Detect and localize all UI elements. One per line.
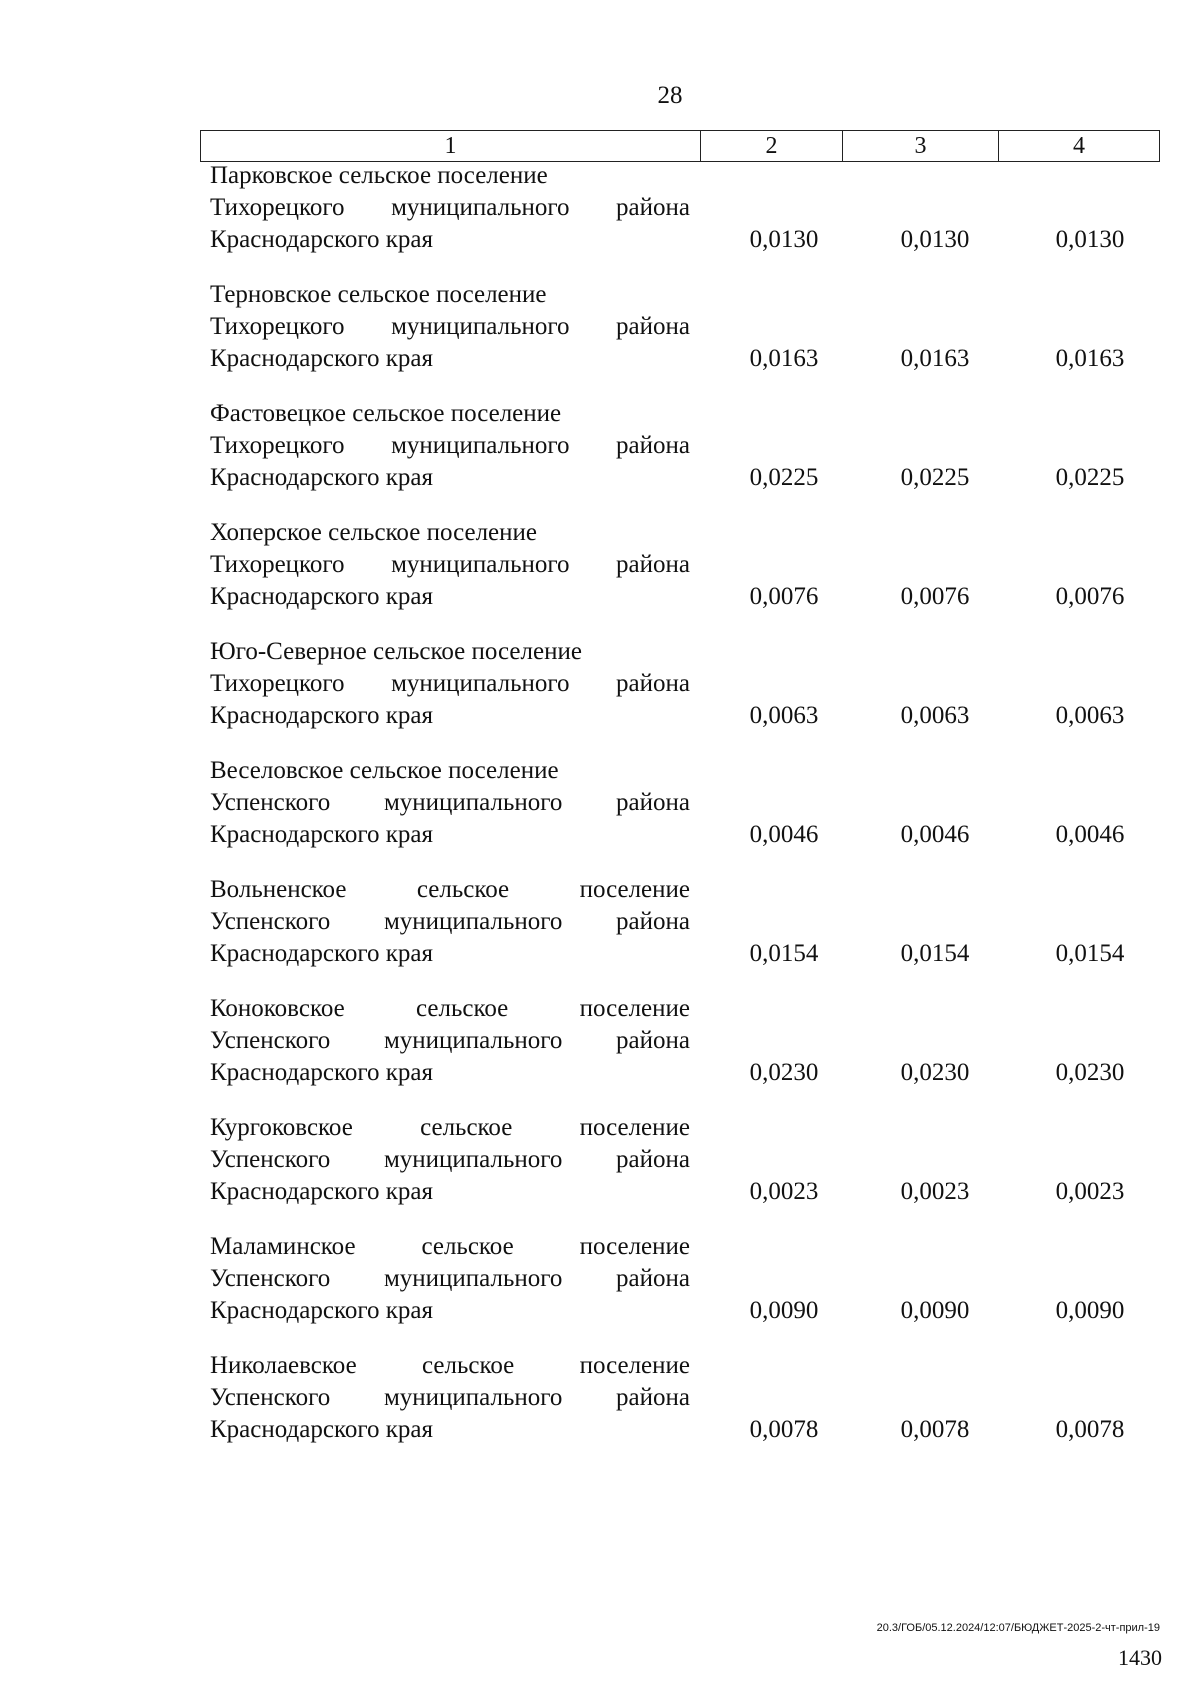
settlement-name-line2: Тихорецкого муниципального района [210, 432, 690, 459]
table-row [210, 993, 1170, 1089]
value-col-4: 0,0225 [1055, 464, 1125, 491]
table-row [210, 1112, 1170, 1208]
table-body [210, 160, 1170, 1469]
settlement-name-line1: Фастовецкое сельское поселение [210, 400, 562, 427]
settlement-name-line1: Хоперское сельское поселение [210, 519, 538, 546]
settlement-name-line1: Кургоковское сельское поселение [210, 1114, 690, 1141]
settlement-name [210, 1112, 690, 1208]
settlement-name-line2: Тихорецкого муниципального района [210, 670, 690, 697]
settlement-name-line3: Краснодарского края [210, 1059, 433, 1086]
table-row [210, 1350, 1170, 1446]
settlement-name [210, 1231, 690, 1327]
value-col-4: 0,0130 [1055, 226, 1125, 253]
settlement-name [210, 517, 690, 613]
value-col-2: 0,0230 [749, 1059, 819, 1086]
value-col-2: 0,0076 [749, 583, 819, 610]
settlement-name-line2: Успенского муниципального района [210, 1027, 690, 1054]
settlement-name-line2: Успенского муниципального района [210, 789, 690, 816]
settlement-name [210, 993, 690, 1089]
settlement-name-line3: Краснодарского края [210, 1178, 433, 1205]
value-col-3: 0,0063 [900, 702, 970, 729]
value-col-4: 0,0023 [1055, 1178, 1125, 1205]
value-col-3: 0,0078 [900, 1416, 970, 1443]
table-row [210, 636, 1170, 732]
value-col-3: 0,0130 [900, 226, 970, 253]
settlement-name [210, 636, 690, 732]
value-col-3: 0,0230 [900, 1059, 970, 1086]
settlement-name-line1: Вольненское сельское поселение [210, 876, 690, 903]
table-row [210, 398, 1170, 494]
page-number: 28 [657, 82, 683, 109]
value-col-3: 0,0090 [900, 1297, 970, 1324]
settlement-name-line3: Краснодарского края [210, 1297, 433, 1324]
settlement-name-line3: Краснодарского края [210, 583, 433, 610]
settlement-name [210, 755, 690, 851]
value-col-4: 0,0154 [1055, 940, 1125, 967]
settlement-name-line2: Тихорецкого муниципального района [210, 313, 690, 340]
value-col-2: 0,0225 [749, 464, 819, 491]
value-col-2: 0,0023 [749, 1178, 819, 1205]
settlement-name-line1: Маламинское сельское поселение [210, 1233, 690, 1260]
settlement-name-line2: Тихорецкого муниципального района [210, 551, 690, 578]
footer-page-number: 1430 [1118, 1645, 1162, 1670]
value-col-3: 0,0046 [900, 821, 970, 848]
table-row [210, 755, 1170, 851]
value-col-3: 0,0023 [900, 1178, 970, 1205]
table-row [210, 874, 1170, 970]
settlement-name-line2: Успенского муниципального района [210, 1265, 690, 1292]
settlement-name-line1: Коноковское сельское поселение [210, 995, 690, 1022]
table-row [210, 1231, 1170, 1327]
value-col-4: 0,0078 [1055, 1416, 1125, 1443]
settlement-name-line1: Юго-Северное сельское поселение [210, 638, 582, 665]
settlement-name-line1: Парковское сельское поселение [210, 162, 548, 189]
value-col-4: 0,0076 [1055, 583, 1125, 610]
value-col-2: 0,0046 [749, 821, 819, 848]
table-row [210, 517, 1170, 613]
settlement-name [210, 279, 690, 375]
settlement-name-line1: Веселовское сельское поселение [210, 757, 559, 784]
value-col-3: 0,0225 [900, 464, 970, 491]
value-col-4: 0,0090 [1055, 1297, 1125, 1324]
settlement-name-line2: Тихорецкого муниципального района [210, 194, 690, 221]
value-col-4: 0,0163 [1055, 345, 1125, 372]
settlement-name [210, 1350, 690, 1446]
settlement-name-line3: Краснодарского края [210, 940, 433, 967]
settlement-name-line1: Терновское сельское поселение [210, 281, 547, 308]
settlement-name-line3: Краснодарского края [210, 1416, 433, 1443]
document-code: 20.3/ГОБ/05.12.2024/12:07/БЮДЖЕТ-2025-2-чт-прил-19 [876, 1622, 1160, 1634]
value-col-2: 0,0063 [749, 702, 819, 729]
settlement-name-line3: Краснодарского края [210, 702, 433, 729]
settlement-name [210, 160, 690, 256]
settlement-name-line3: Краснодарского края [210, 821, 433, 848]
header-col-1: 1 [201, 131, 701, 161]
header-col-3: 3 [843, 131, 999, 161]
header-col-2: 2 [701, 131, 843, 161]
value-col-4: 0,0063 [1055, 702, 1125, 729]
settlement-name [210, 398, 690, 494]
table-row [210, 160, 1170, 256]
settlement-name-line2: Успенского муниципального района [210, 908, 690, 935]
settlement-name-line2: Успенского муниципального района [210, 1384, 690, 1411]
table-row [210, 279, 1170, 375]
settlement-name-line3: Краснодарского края [210, 464, 433, 491]
settlement-name [210, 874, 690, 970]
value-col-2: 0,0130 [749, 226, 819, 253]
table-header [200, 130, 1160, 162]
value-col-4: 0,0046 [1055, 821, 1125, 848]
value-col-3: 0,0154 [900, 940, 970, 967]
header-col-4: 4 [1073, 132, 1085, 159]
value-col-2: 0,0154 [749, 940, 819, 967]
value-col-3: 0,0076 [900, 583, 970, 610]
value-col-2: 0,0090 [749, 1297, 819, 1324]
settlement-name-line3: Краснодарского края [210, 226, 433, 253]
settlement-name-line1: Николаевское сельское поселение [210, 1352, 690, 1379]
settlement-name-line2: Успенского муниципального района [210, 1146, 690, 1173]
value-col-4: 0,0230 [1055, 1059, 1125, 1086]
settlement-name-line3: Краснодарского края [210, 345, 433, 372]
value-col-3: 0,0163 [900, 345, 970, 372]
value-col-2: 0,0078 [749, 1416, 819, 1443]
value-col-2: 0,0163 [749, 345, 819, 372]
